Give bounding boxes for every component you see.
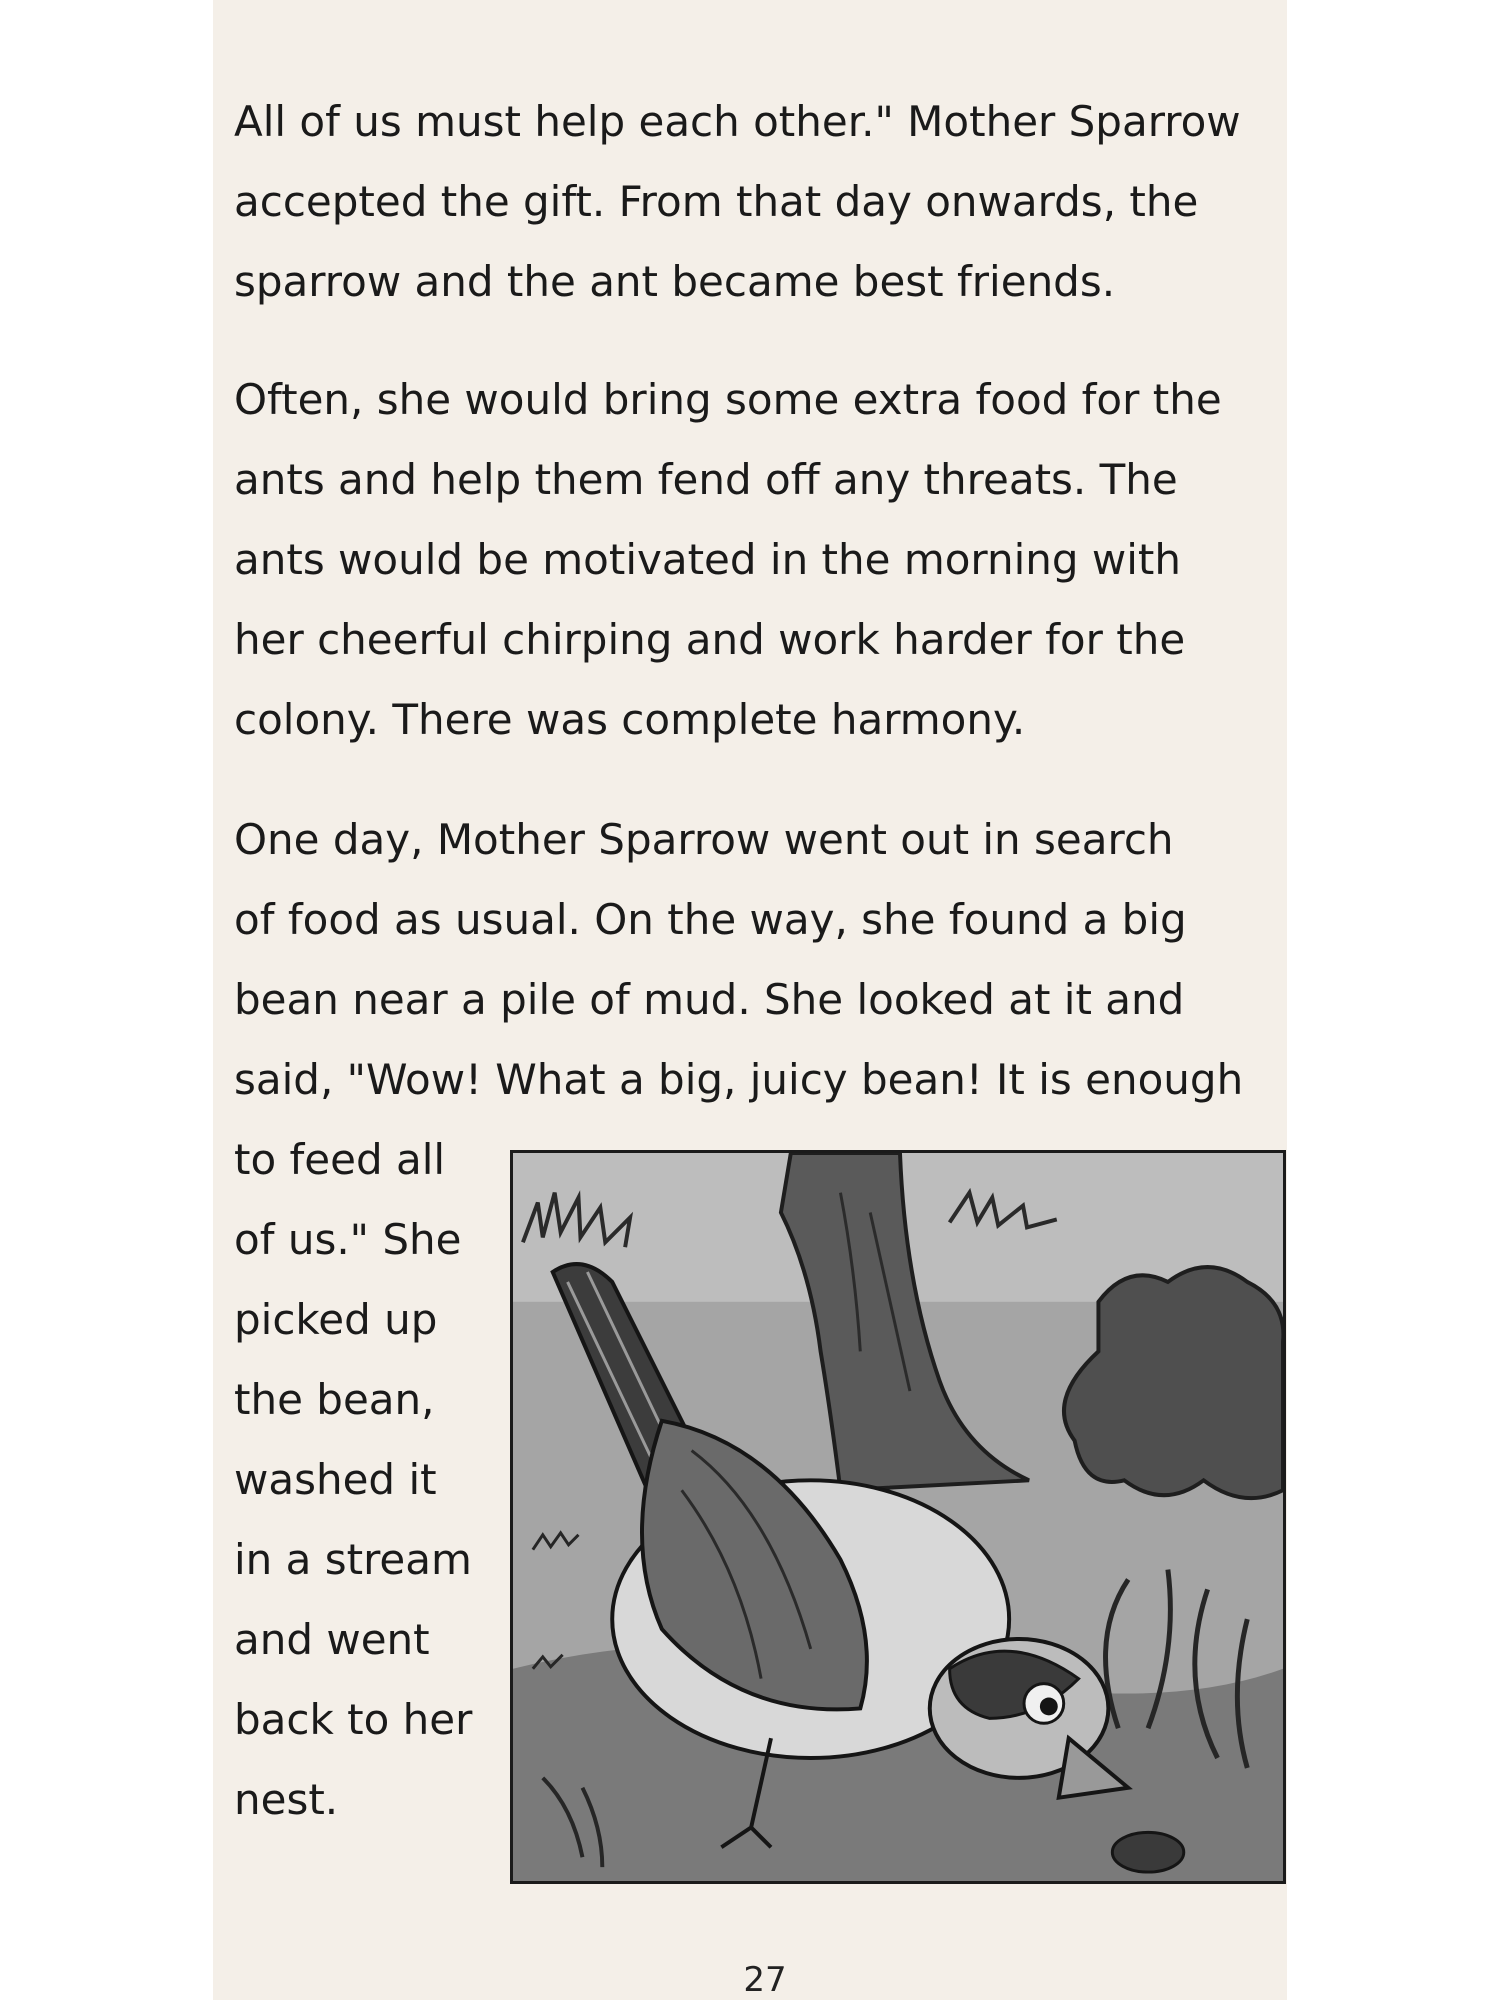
paragraph-gift [234,82,1294,322]
text-line: said, "Wow! What a big, juicy bean! It is enough [234,1055,1244,1104]
text-line: and went [234,1615,430,1664]
bush [1064,1267,1283,1498]
sparrow-drawing [513,1153,1283,1881]
text-line: of us." She [234,1215,462,1264]
sparrow-pupil [1040,1698,1058,1716]
text-line: accepted the gift. From that day onwards, the [234,177,1199,226]
text-line: her cheerful chirping and work harder for the [234,615,1186,664]
paragraph-harmony [234,360,1294,760]
text-line: of food as usual. On the way, she found a big [234,895,1187,944]
text-line: bean near a pile of mud. She looked at it and [234,975,1185,1024]
text-line: colony. There was complete harmony. [234,695,1026,744]
paragraph-bean [234,800,1294,1120]
text-line: the bean, [234,1375,435,1424]
text-line: to feed all [234,1135,446,1184]
text-line: Often, she would bring some extra food for the [234,375,1222,424]
text-line: back to her [234,1695,473,1744]
bean [1112,1832,1183,1872]
text-line: ants would be motivated in the morning with [234,535,1181,584]
page-number: 27 [743,1960,787,2000]
text-line: picked up [234,1295,438,1344]
text-line: in a stream [234,1535,472,1584]
text-line: sparrow and the ant became best friends. [234,257,1116,306]
text-line: All of us must help each other." Mother Sparrow [234,97,1241,146]
text-line: washed it [234,1455,437,1504]
text-line: ants and help them fend off any threats. The [234,455,1178,504]
text-line: nest. [234,1775,339,1824]
text-line: One day, Mother Sparrow went out in search [234,815,1174,864]
sparrow-illustration [510,1150,1286,1884]
